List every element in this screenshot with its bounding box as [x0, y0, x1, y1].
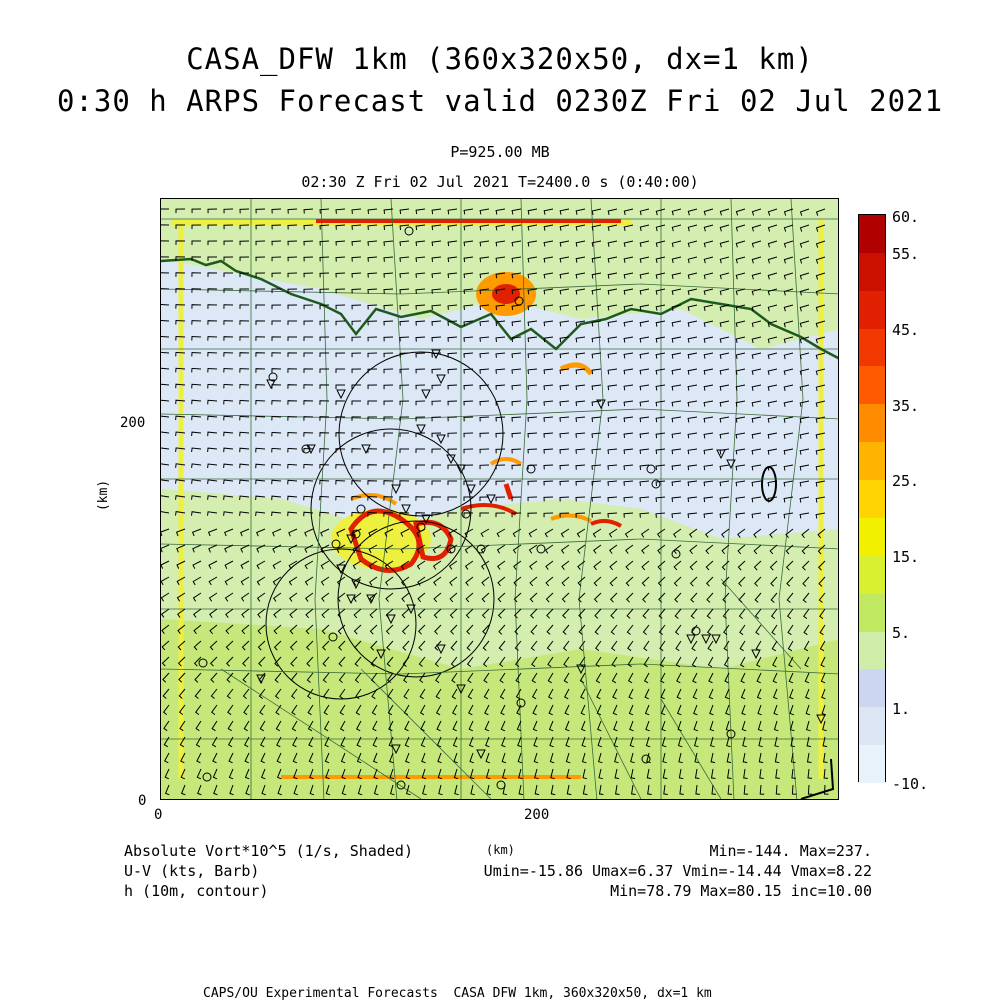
colorbar-segment: [859, 366, 885, 404]
title-line-1: CASA_DFW 1km (360x320x50, dx=1 km): [186, 42, 814, 76]
colorbar-segment: [859, 518, 885, 556]
colorbar-segment: [859, 404, 885, 442]
x-axis-label: (km): [486, 843, 515, 857]
colorbar-segment: [859, 329, 885, 367]
colorbar-segment: [859, 632, 885, 670]
height-stats: Min=78.79 Max=80.15 inc=10.00: [610, 882, 872, 900]
colorbar-tick-label: 35.: [892, 397, 920, 415]
field-label-height: h (10m, contour): [124, 882, 269, 900]
colorbar: [858, 214, 886, 782]
colorbar-segment: [859, 480, 885, 518]
colorbar-segment: [859, 442, 885, 480]
colorbar-tick-label: 55.: [892, 245, 920, 263]
colorbar-tick-label: 60.: [892, 208, 920, 226]
title-line-2: 0:30 h ARPS Forecast valid 0230Z Fri 02 Jul 2021: [56, 84, 944, 118]
footer-credit: CAPS/OU Experimental Forecasts CASA DFW 1km, 360x320x50, dx=1 km: [203, 986, 712, 1001]
colorbar-tick-label: 45.: [892, 321, 920, 339]
colorbar-segment: [859, 745, 885, 783]
pressure-level: P=925.00 MB: [450, 143, 550, 161]
map-plot: [160, 198, 839, 800]
colorbar-segment: [859, 253, 885, 291]
field-label-wind: U-V (kts, Barb): [124, 862, 260, 880]
map-canvas: [161, 199, 839, 800]
valid-time: 02:30 Z Fri 02 Jul 2021 T=2400.0 s (0:40:00): [301, 173, 699, 191]
colorbar-tick-label: 15.: [892, 548, 920, 566]
colorbar-segment: [859, 707, 885, 745]
colorbar-segment: [859, 556, 885, 594]
y-axis-label: (km): [96, 479, 112, 512]
colorbar-segment: [859, 215, 885, 253]
colorbar-tick-label: 25.: [892, 472, 920, 490]
x-tick-200: 200: [524, 807, 550, 823]
colorbar-tick-label: 5.: [892, 624, 911, 642]
field-label-vorticity: Absolute Vort*10^5 (1/s, Shaded): [124, 842, 413, 860]
y-tick-200: 200: [120, 415, 146, 431]
wind-stats: Umin=-15.86 Umax=6.37 Vmin=-14.44 Vmax=8.22: [483, 862, 872, 880]
colorbar-segment: [859, 669, 885, 707]
colorbar-segment: [859, 594, 885, 632]
colorbar-tick-label: -10.: [892, 775, 929, 793]
vorticity-stats: Min=-144. Max=237.: [709, 842, 872, 860]
x-tick-0: 0: [154, 807, 163, 823]
colorbar-segment: [859, 291, 885, 329]
colorbar-tick-label: 1.: [892, 700, 911, 718]
y-tick-0: 0: [138, 793, 147, 809]
